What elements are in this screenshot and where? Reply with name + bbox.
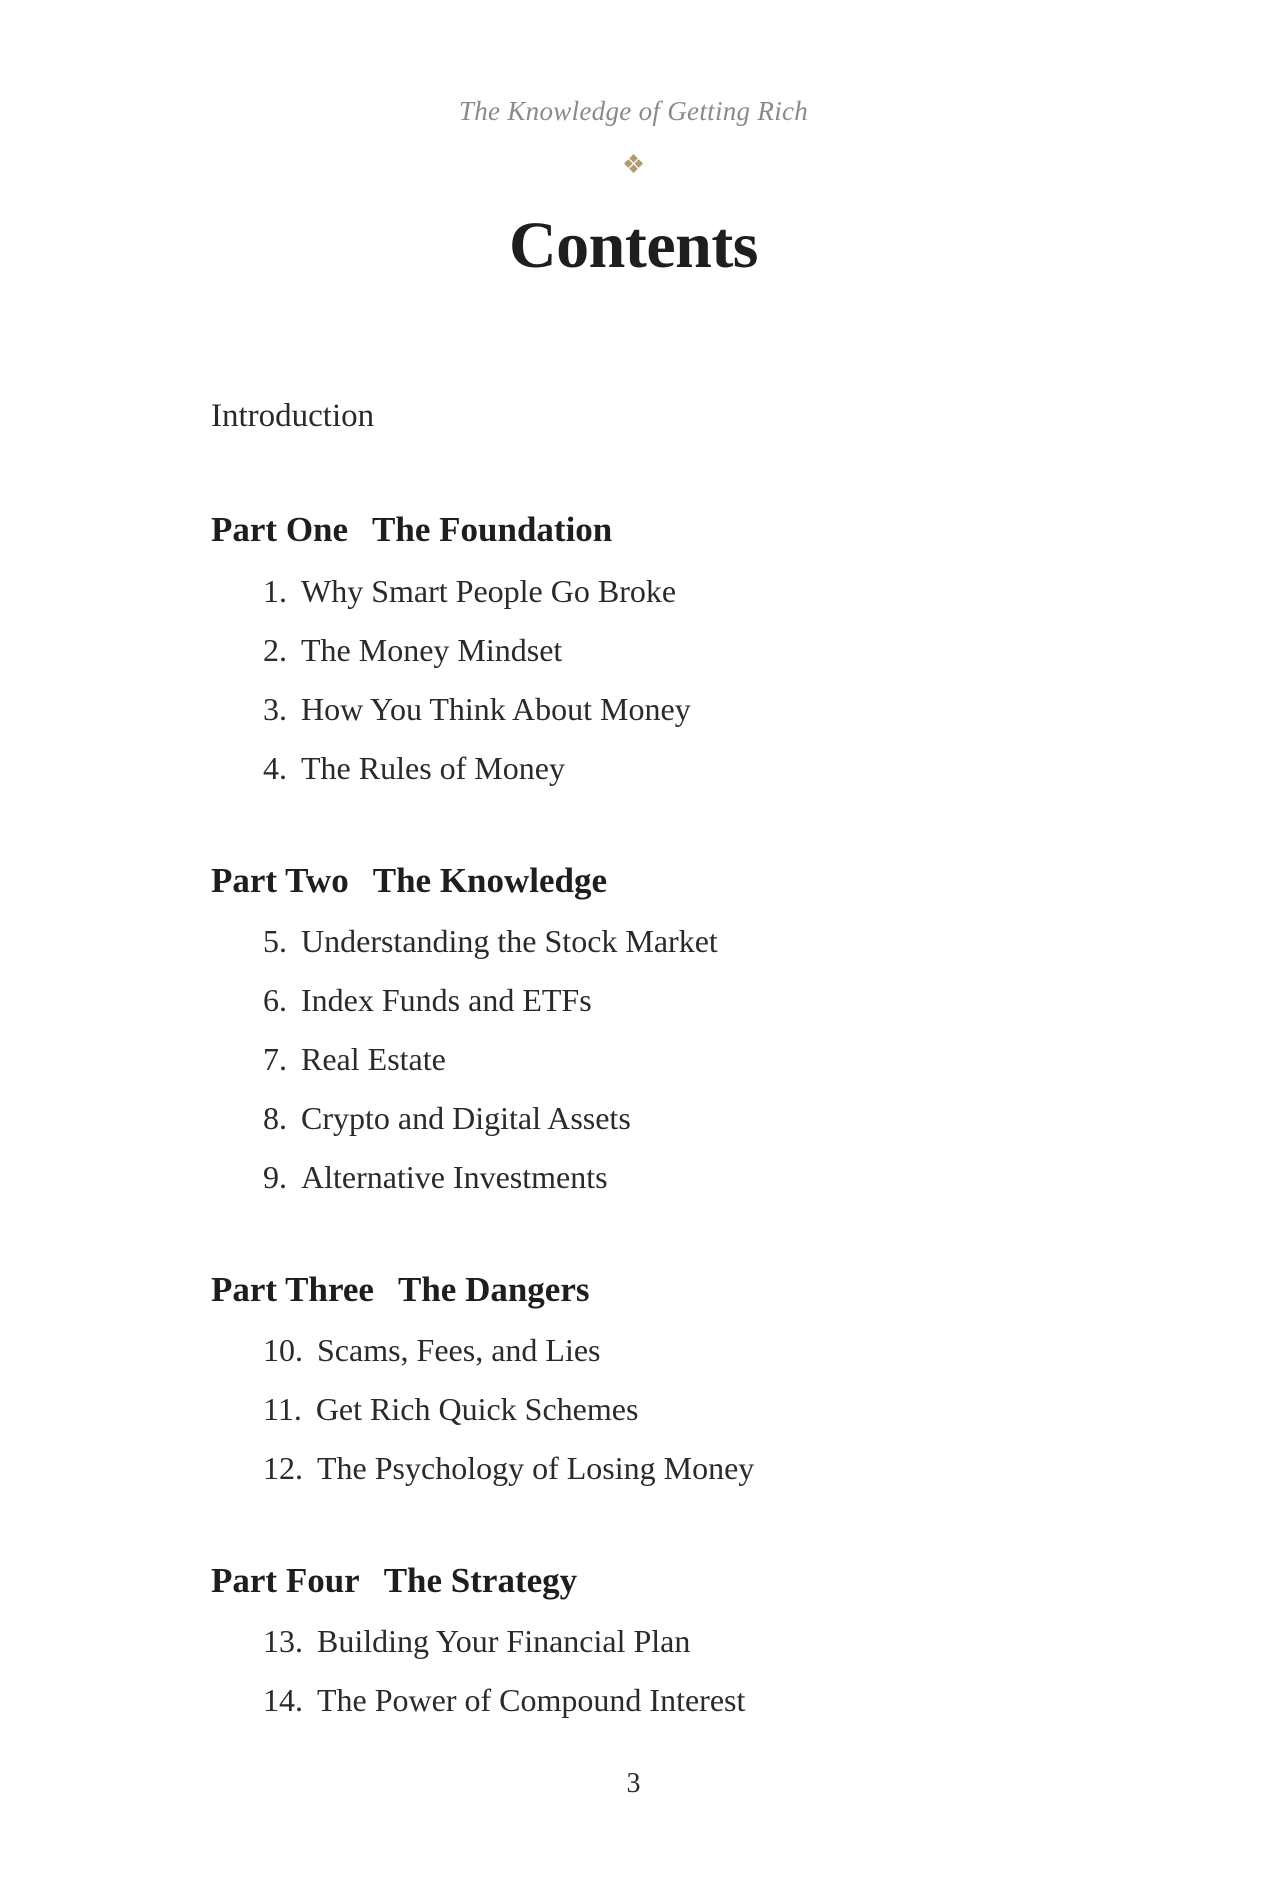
toc-chapter[interactable] <box>263 1450 754 1487</box>
chapter-number: 14. <box>263 1682 303 1718</box>
chapter-number: 5. <box>263 923 287 959</box>
toc-chapter[interactable] <box>263 750 565 787</box>
chapter-title: Crypto and Digital Assets <box>301 1100 631 1136</box>
chapter-number: 9. <box>263 1159 287 1195</box>
chapter-title: Why Smart People Go Broke <box>301 573 677 609</box>
chapter-number: 7. <box>263 1041 287 1077</box>
toc-chapter[interactable] <box>263 632 562 669</box>
toc-chapter[interactable] <box>263 1041 446 1078</box>
chapter-number: 3. <box>263 691 287 727</box>
chapter-number: 12. <box>263 1450 303 1486</box>
chapter-title: The Psychology of Losing Money <box>317 1450 755 1486</box>
toc-chapter[interactable] <box>263 1391 638 1428</box>
part-title: The Foundation <box>372 510 613 549</box>
chapter-title: How You Think About Money <box>301 691 691 727</box>
chapter-title: Get Rich Quick Schemes <box>315 1391 639 1427</box>
chapter-title: Real Estate <box>301 1041 446 1077</box>
toc-chapter[interactable] <box>263 573 676 610</box>
part-heading[interactable] <box>211 1270 590 1310</box>
page-title: Contents <box>508 209 758 282</box>
toc-chapter[interactable] <box>263 923 718 960</box>
ornament-icon: ❖ <box>621 150 646 180</box>
chapter-title: Building Your Financial Plan <box>317 1623 691 1659</box>
chapter-title: Alternative Investments <box>301 1159 608 1195</box>
part-label: Part Four <box>211 1561 360 1600</box>
chapter-number: 4. <box>263 750 287 786</box>
part-label: Part Three <box>211 1270 374 1309</box>
toc-chapter[interactable] <box>263 691 691 728</box>
part-heading[interactable] <box>211 1561 577 1601</box>
chapter-number: 10. <box>263 1332 303 1368</box>
chapter-title: Understanding the Stock Market <box>301 923 718 959</box>
part-heading[interactable] <box>211 510 612 550</box>
chapter-number: 6. <box>263 982 287 1018</box>
chapter-title: The Power of Compound Interest <box>317 1682 746 1718</box>
part-title: The Knowledge <box>372 861 608 900</box>
chapter-title: The Rules of Money <box>301 750 565 786</box>
chapter-number: 13. <box>263 1623 303 1659</box>
part-heading[interactable] <box>211 861 607 901</box>
chapter-title: Index Funds and ETFs <box>301 982 592 1018</box>
part-label: Part One <box>211 510 349 549</box>
toc-chapter[interactable] <box>263 982 592 1019</box>
part-title: The Dangers <box>397 1270 590 1309</box>
toc-chapter[interactable] <box>263 1332 601 1369</box>
chapter-title: Scams, Fees, and Lies <box>317 1332 601 1368</box>
part-title: The Strategy <box>383 1561 578 1600</box>
running-head: The Knowledge of Getting Rich <box>458 96 809 126</box>
part-label: Part Two <box>211 861 349 900</box>
toc-chapter[interactable] <box>263 1100 631 1137</box>
chapter-number: 2. <box>263 632 287 668</box>
toc-chapter[interactable] <box>263 1623 690 1660</box>
toc-chapter[interactable] <box>263 1159 608 1196</box>
chapter-number: 11. <box>263 1391 302 1427</box>
toc-introduction[interactable]: Introduction <box>211 398 375 434</box>
page-number: 3 <box>626 1768 641 1799</box>
chapter-number: 8. <box>263 1100 287 1136</box>
chapter-number: 1. <box>263 573 287 609</box>
toc-chapter[interactable] <box>263 1682 745 1719</box>
chapter-title: The Money Mindset <box>301 632 563 668</box>
